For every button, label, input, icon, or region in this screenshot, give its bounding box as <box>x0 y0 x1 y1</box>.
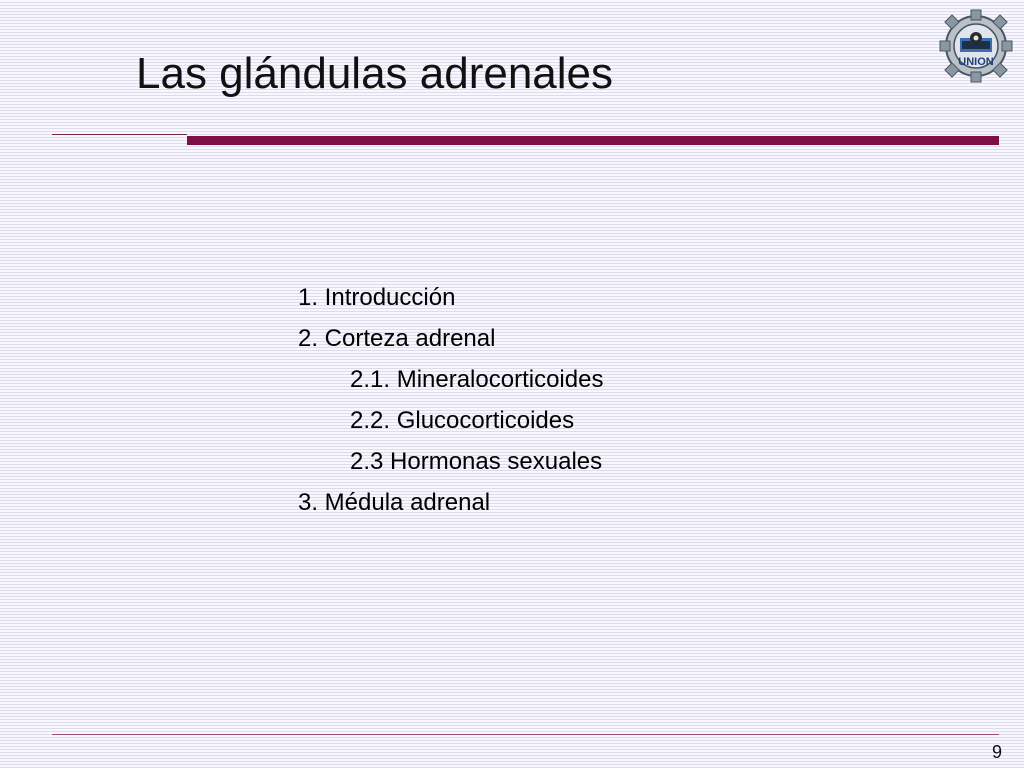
agenda-item-corteza-adrenal: 2. Corteza adrenal <box>298 325 496 352</box>
agenda-item-medula-adrenal: 3. Médula adrenal <box>298 489 491 516</box>
slide-number: 9 <box>991 742 1002 762</box>
title-underline-accent-bar <box>187 136 999 145</box>
logo-wordmark: UNION <box>958 56 994 68</box>
agenda-subitem-glucocorticoides: 2.2. Glucocorticoides <box>350 407 575 434</box>
gear-icon <box>940 10 1012 82</box>
agenda-subitem-hormonas-sexuales: 2.3 Hormonas sexuales <box>350 448 603 475</box>
slide-title: Las glándulas adrenales <box>136 49 614 98</box>
title-underline-thin <box>52 134 187 135</box>
footer-divider <box>52 734 999 735</box>
agenda-subitem-mineralocorticoides: 2.1. Mineralocorticoides <box>350 366 604 393</box>
agenda-list <box>298 282 603 528</box>
agenda-item-introduccion: 1. Introducción <box>298 284 456 311</box>
union-logo-icon <box>938 8 1014 84</box>
